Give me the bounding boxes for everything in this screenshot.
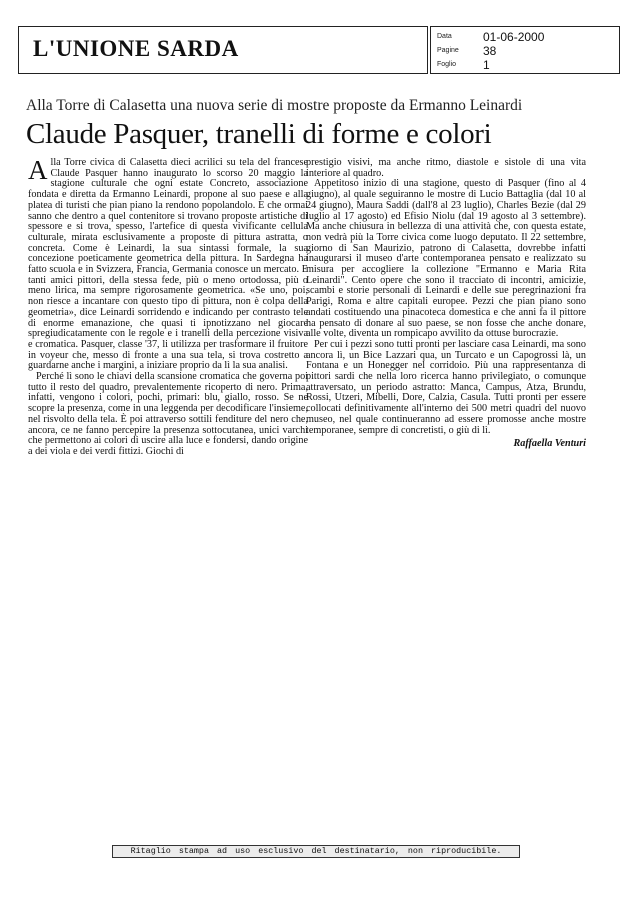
pagine-value: 38 (483, 44, 497, 58)
foglio-label: Foglio (437, 61, 457, 68)
author-signature: Raffaella Venturi (513, 438, 586, 450)
data-label: Data (437, 33, 452, 40)
meta-row-pagine (437, 44, 617, 58)
copyright-notice: Ritaglio stampa ad uso esclusivo del destinatario, non riproducibile. (112, 845, 520, 858)
drop-cap: A (28, 155, 48, 185)
newspaper-name: L'UNIONE SARDA (33, 36, 239, 61)
paragraph-text: lla Torre civica di Calasetta dieci acrilici su tela del francese Claude Pasquer hanno inaugurato lo scorso 20 maggio la stagione culturale che ogni estate Concreto, associazione fondata e diretta da Ermanno Leinardi, propone al suo paese e alla platea di turisti che pian piano la rendono popolandolo. E che ormai sanno che dentro a quel contenitore si trovano proposte artistiche di spessore e si trova, spesso, l'artefice di questa vivificante cellula culturale, mirata esclusivamente a proposte di pittura astratta, o concreta. Come è Leinardi, la sua sintassi formale, la sua concezione poeticamente geometrica della pittura. In Sardegna ha fatto scuola e in Svizzera, Francia, Germania conosce un mercato. E tanti amici pittori, della stessa fede, più o meno ortodossa, più o meno lirica, ma sempre rigorosamente geometrica. «Se uno, poi, non riesce a incantare con questo tipo di pittura, non è colpa della geometria», dice Leinardi sorridendo e indicando per contrasto tele di enorme emanazione, che quasi ti ipnotizzano nel giocare spregiudicatamente con le regole e i tranelli della percezione visiva e cromatica. Pasquer, classe '37, li utilizza per trasformare il fruitore in voyeur che, messo di fronte a una sua tela, si trova costretto a guardarne anche i margini, a iniziare proprio da lì la sua analisi. (28, 157, 308, 372)
article-kicker: Alla Torre di Calasetta una nuova serie di mostre proposte da Ermanno Leinardi (26, 97, 523, 114)
article-paragraph (28, 155, 308, 372)
article-paragraph: Per cui i pezzi sono tutti pronti per lasciare casa Leinardi, ma sono ancora lì, un Bice Lazzari qua, un Turcato e un Capogrossi là, un Fontana e un Honegger nel corridoio. Più una rappresentanza di pittori sardi che nella loro ricerca hanno privilegiato, o comunque attraversato, un periodo astratto: Manca, Campus, Atza, Brundu, Rossi, Utzeri, Mibelli, Dore, Calzia, Casula. Tutti pronti per essere collocati definitivamente all'interno dei 500 metri quadri del nuovo museo, nel quale continueranno ad essere promosse anche mostre temporanee, sempre di concretisti, o giù di lì. (306, 338, 586, 436)
article-column-right (306, 158, 586, 450)
pagine-label: Pagine (437, 47, 459, 54)
masthead (18, 26, 428, 74)
data-value: 01-06-2000 (483, 30, 545, 44)
meta-row-data (437, 30, 617, 44)
meta-row-foglio (437, 58, 617, 72)
article-paragraph: prestigio visivi, ma anche ritmo, diastole e sistole di una vita interiore al quadro. (306, 157, 586, 179)
clipping-metadata-box (430, 26, 620, 74)
article-paragraph: Perché lì sono le chiavi della scansione cromatica che governa poi tutto il resto del quadro, prevalentemente ricoperto di nero. Prima, infatti, vengono i colori, pochi, primari: blu, giallo, rosso. Se ne scopre la presenza, come in una leggenda per decodificare l'insieme, nel risvolto della tela. È poi attraverso sottili fenditure del nero che, ancora, ce ne fanno percepire la presenza sottocutanea, unici varchi che permettono ai colori di uscire alla luce e fondersi, dando origine a dei viola e dei verdi fittizi. Giochi di (28, 371, 308, 457)
article-column-left (28, 155, 308, 458)
foglio-value: 1 (483, 58, 490, 72)
article-headline: Claude Pasquer, tranelli di forme e colori (26, 118, 492, 150)
article-paragraph: Appetitoso inizio di una stagione, questo di Pasquer (fino al 4 giugno), al quale seguiranno le mostre di Lucio Battaglia (dal 10 al 24 giugno), Maura Saddi (dall'8 al 23 luglio), Charles Bezie (dal 29 luglio al 17 agosto) ed Efisio Niolu (dal 19 agosto al 3 settembre). Ma anche chiusura in bellezza di una attività che, con questa estate, non vedrà più la Torre civica come luogo deputato. Il 22 settembre, giorno di San Maurizio, patrono di Calasetta, dovrebbe infatti inaugurarsi il museo d'arte contemporanea pensato e realizzato su misura per accogliere la collezione "Ermanno e Maria Rita Leinardi". Cento opere che sono il tracciato di incontri, amicizie, scambi e storie personali di Leinardi e delle sue peregrinazioni fra Parigi, Roma e altre capitali europee. Pezzi che pian piano sono andati costituendo una pinacoteca domestica e che anni fa il pittore ha pensato di donare al suo paese, se non fosse che anche donare, alle volte, diventa un rompicapo avvilito da ottuse burocrazie. (306, 178, 586, 340)
